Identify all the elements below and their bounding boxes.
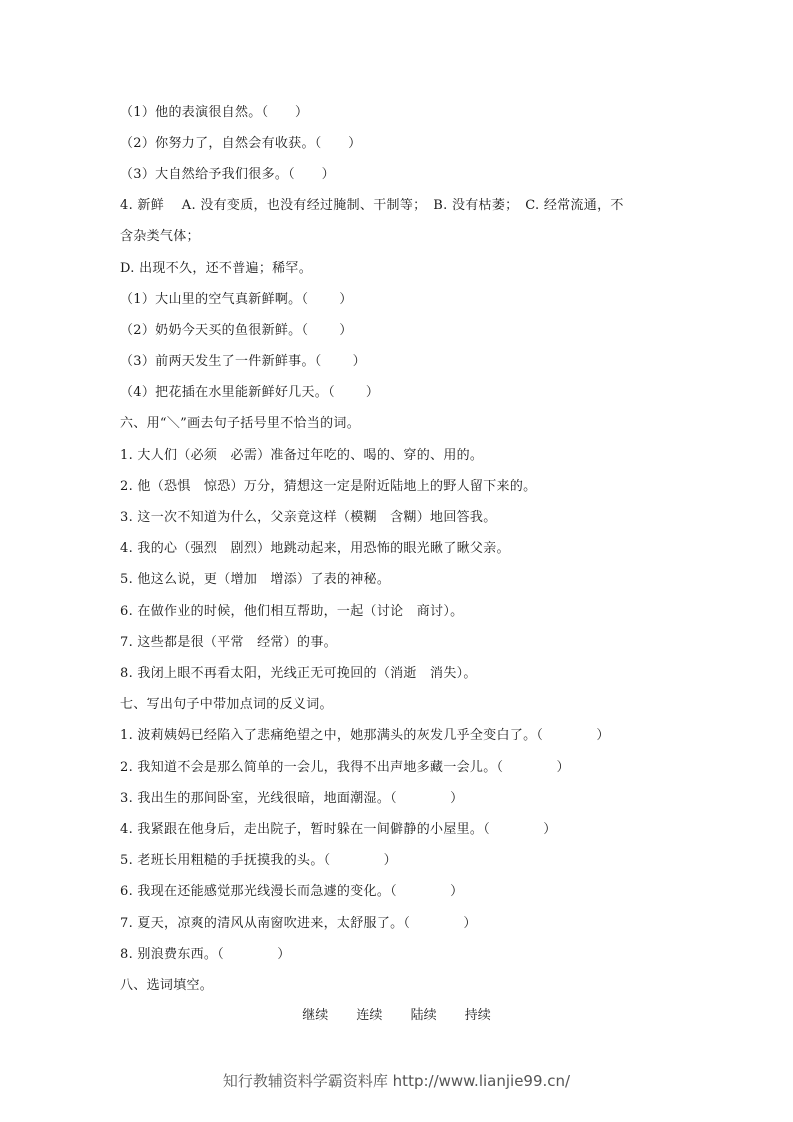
text-line: 3. 这一次不知道为什么，父亲竟这样（模糊 含糊）地回答我。 xyxy=(120,510,497,525)
footer-watermark: 知行教辅资料学霸资料库 http://www.lianjie99.cn/ xyxy=(222,1072,571,1090)
word-bank-item: 连续 xyxy=(356,1008,383,1023)
text-line: 4. 新鲜 A. 没有变质，也没有经过腌制、干制等； B. 没有枯萎； C. 经常流通，不 xyxy=(120,198,624,213)
text-line: 1. 波莉姨妈已经陷入了悲痛绝望之中，她那满头的灰发几乎全变白了。（ ） xyxy=(120,728,610,743)
section-heading: 六、用“＼”画去句子括号里不恰当的词。 xyxy=(120,416,360,431)
text-line: （2）奶奶今天买的鱼很新鲜。（ ） xyxy=(120,323,353,338)
section-heading: 七、写出句子中带加点词的反义词。 xyxy=(120,697,333,712)
text-line: 8. 我闭上眼不再看太阳，光线正无可挽回的（消逝 消失）。 xyxy=(120,666,477,681)
text-line: 4. 我紧跟在他身后，走出院子，暂时躲在一间僻静的小屋里。（ ） xyxy=(120,822,557,837)
section-heading: 八、选词填空。 xyxy=(120,978,214,993)
text-line: （3）大自然给予我们很多。（ ） xyxy=(120,167,335,182)
text-line: （1）他的表演很自然。（ ） xyxy=(120,105,309,120)
text-line: （2）你努力了，自然会有收获。（ ） xyxy=(120,136,362,151)
text-line: （4）把花插在水里能新鲜好几天。（ ） xyxy=(120,385,380,400)
text-line: 7. 这些都是很（平常 经常）的事。 xyxy=(120,635,337,650)
text-line: 6. 我现在还能感觉那光线漫长而急遽的变化。（ ） xyxy=(120,884,464,899)
text-line: （3）前两天发生了一件新鲜事。（ ） xyxy=(120,354,366,369)
text-line: 5. 他这么说，更（增加 增添）了表的神秘。 xyxy=(120,572,391,587)
word-bank-item: 陆续 xyxy=(410,1008,437,1023)
text-line: 4. 我的心（强烈 剧烈）地跳动起来，用恐怖的眼光瞅了瞅父亲。 xyxy=(120,541,510,556)
text-line: 6. 在做作业的时候，他们相互帮助，一起（讨论 商讨）。 xyxy=(120,604,464,619)
text-line: 含杂类气体； xyxy=(120,229,200,244)
word-bank xyxy=(0,1007,793,1025)
word-bank-item: 继续 xyxy=(302,1008,329,1023)
text-line: 1. 大人们（必须 必需）准备过年吃的、喝的、穿的、用的。 xyxy=(120,448,484,463)
text-line: 8. 别浪费东西。（ ） xyxy=(120,947,291,962)
text-line: 2. 他（恐惧 惊恐）万分，猜想这一定是附近陆地上的野人留下来的。 xyxy=(120,479,537,494)
text-line: 5. 老班长用粗糙的手抚摸我的头。（ ） xyxy=(120,853,397,868)
text-line: （1）大山里的空气真新鲜啊。（ ） xyxy=(120,292,353,307)
text-line: 7. 夏天，凉爽的清风从南窗吹进来，太舒服了。（ ） xyxy=(120,916,477,931)
word-bank-item: 持续 xyxy=(464,1008,491,1023)
text-line: D. 出现不久，还不普遍；稀罕。 xyxy=(120,261,313,276)
text-line: 2. 我知道不会是那么简单的一会儿，我得不出声地多藏一会儿。（ ） xyxy=(120,760,570,775)
text-line: 3. 我出生的那间卧室，光线很暗，地面潮湿。（ ） xyxy=(120,791,464,806)
